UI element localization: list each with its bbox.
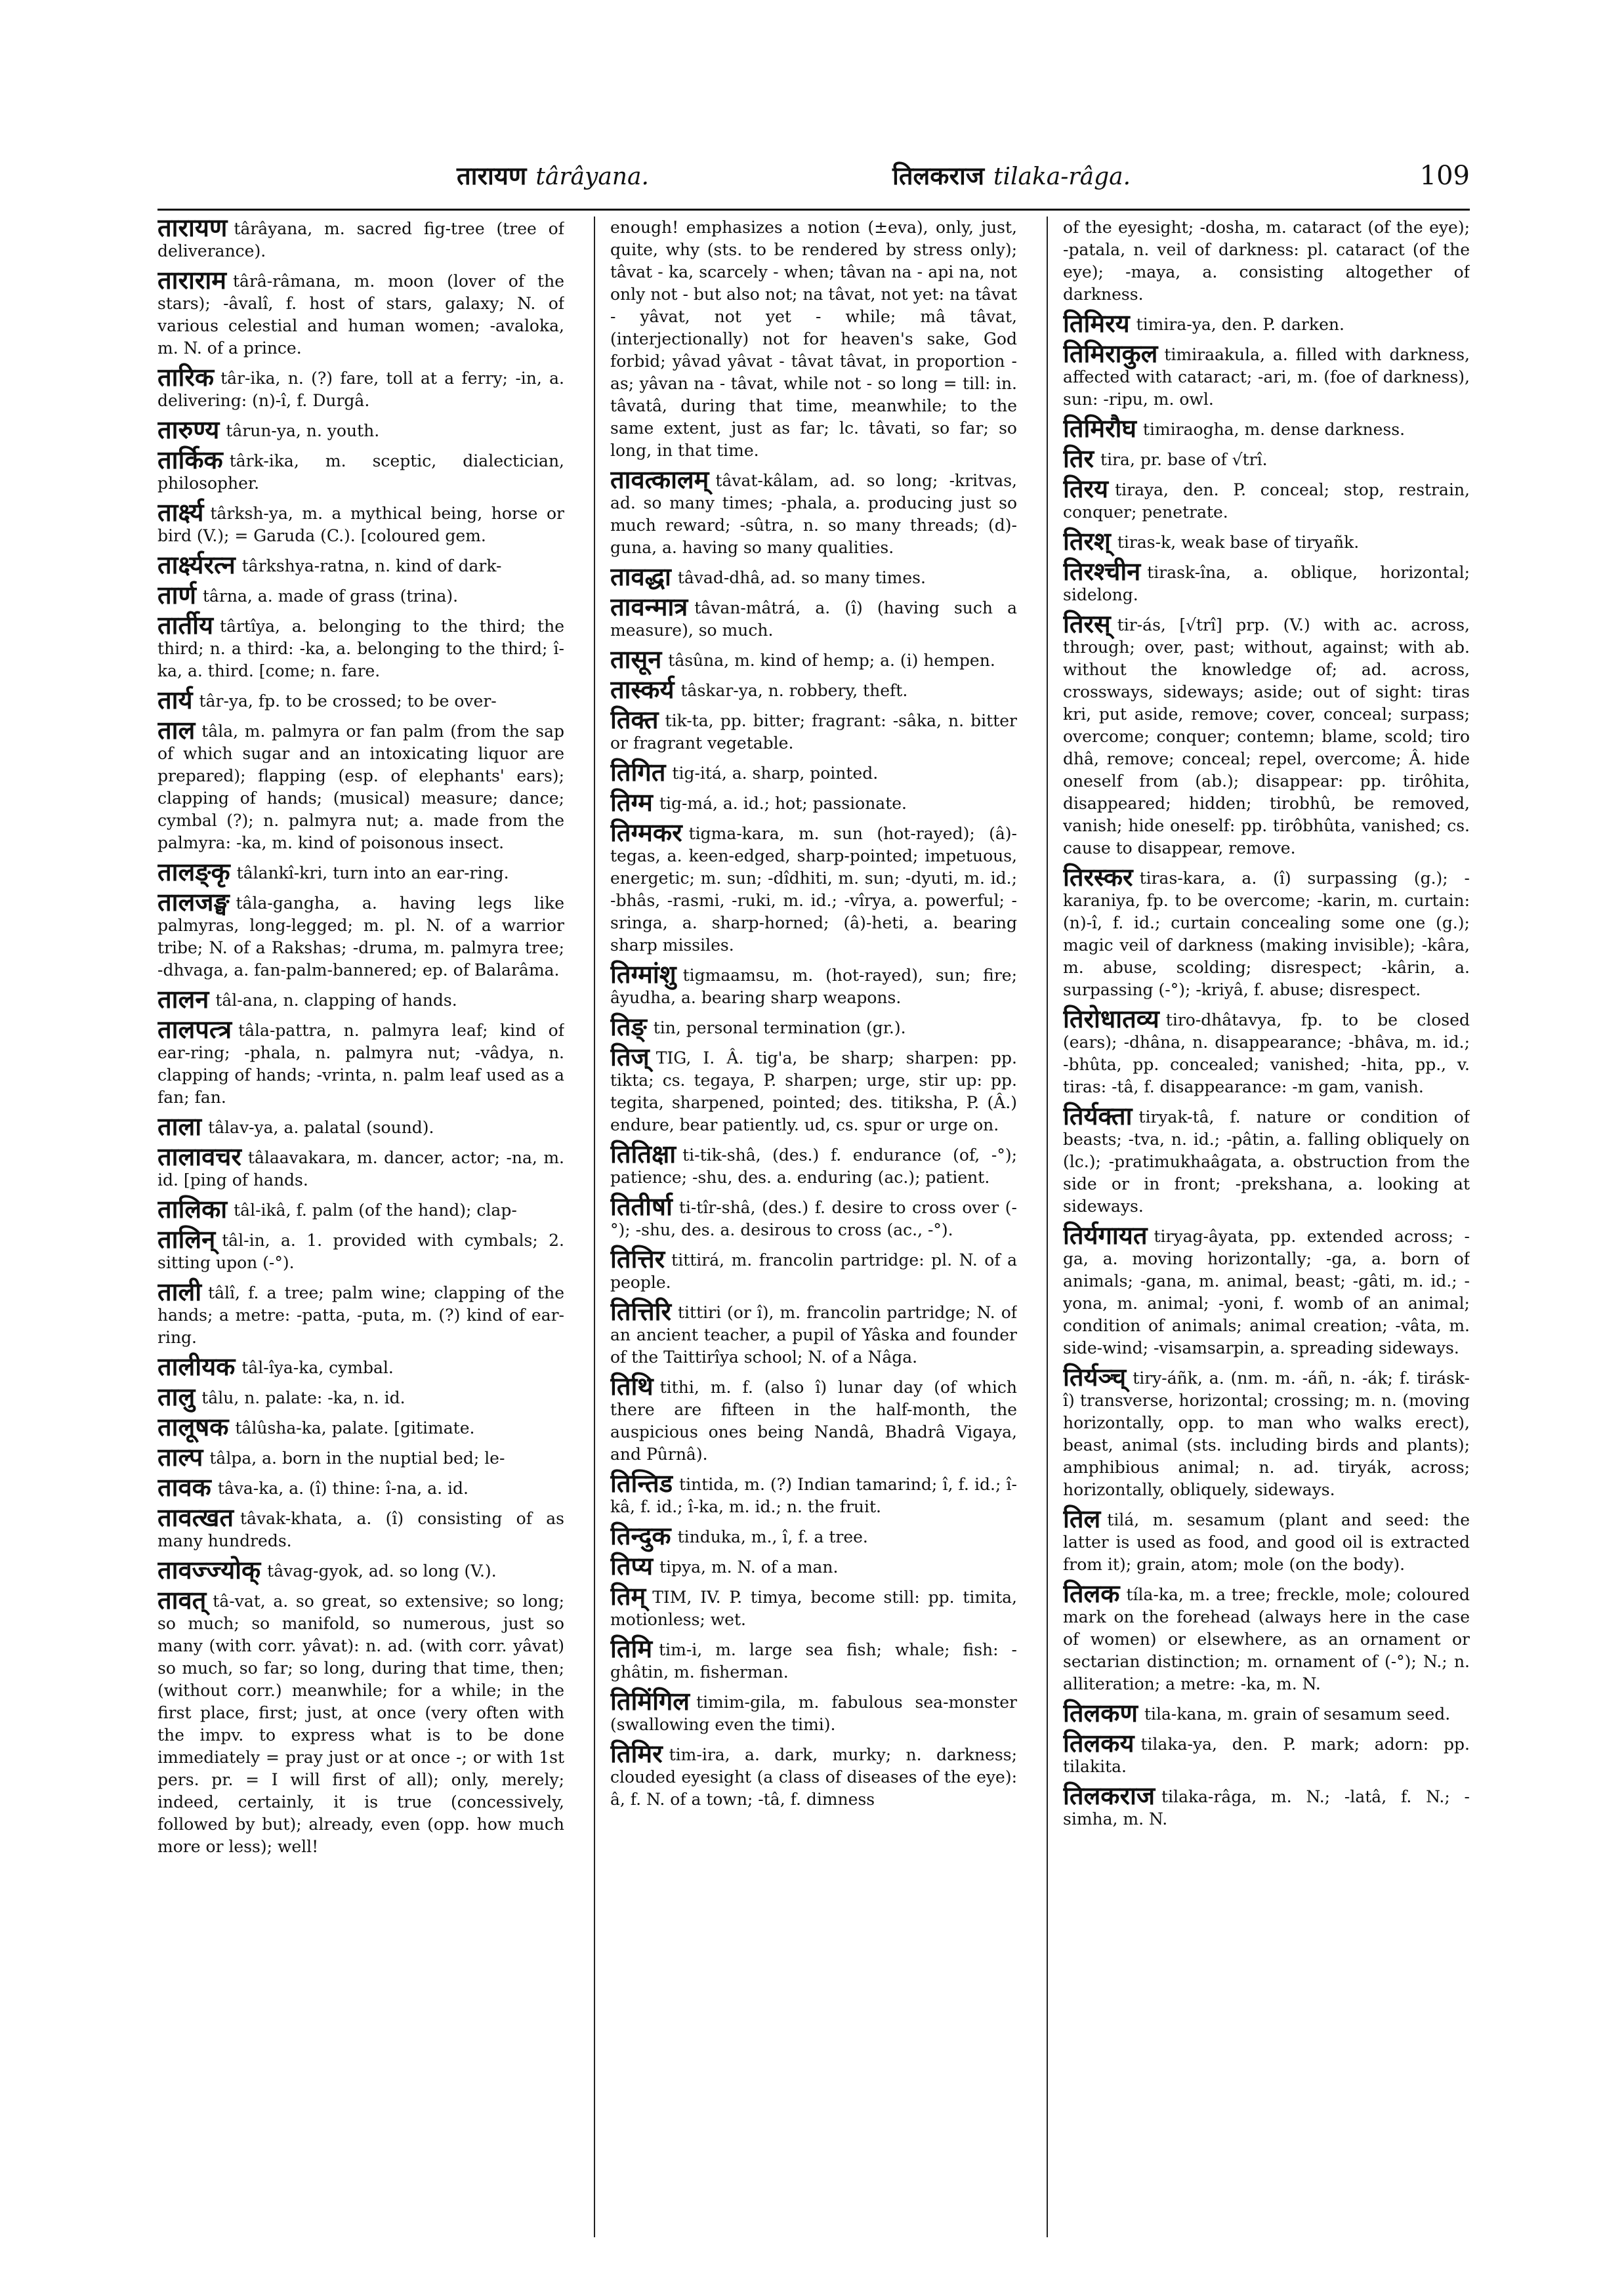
entry-headword: तिरय xyxy=(1063,474,1109,503)
column-divider xyxy=(1047,217,1048,2237)
dictionary-entry xyxy=(1063,1729,1470,1778)
dictionary-entry xyxy=(157,858,564,886)
dictionary-entry xyxy=(157,1556,564,1584)
dictionary-entry xyxy=(157,217,564,262)
dictionary-entry xyxy=(610,1140,1017,1189)
entry-definition: tâl-in, a. 1. provided with cymbals; 2. sitting upon (-°). xyxy=(157,1231,564,1272)
entry-definition: tiras-kara, a. (î) surpassing (g.); -karaniya, fp. to be overcome; -karin, m. curtain: (n)-î, f. id.; curtain concealing some one (g.); magic veil of darkness (making invisible); -kâra, m. abuse, scolding; disrespect; -kârin, a. surpassing (-°); -kriyâ, f. abuse; disrespect. xyxy=(1063,869,1470,999)
entry-headword: तावत्कालम् xyxy=(610,465,709,494)
entry-definition: tâl-îya-ka, cymbal. xyxy=(241,1358,394,1377)
entry-headword: तिम् xyxy=(610,1582,646,1611)
dictionary-entry xyxy=(610,1012,1017,1041)
entry-headword: तारुण्य xyxy=(157,415,220,444)
entry-definition: tiro-dhâtavya, fp. to be closed (ears); -dhâna, n. disappearance; -bhâva, m. id.; -bhûta, pp. concealed; vanished; -hita, pp., v. tiras: -tâ, f. disappearance: -m gam, vanish. xyxy=(1063,1010,1470,1096)
entry-headword: तालन xyxy=(157,985,209,1014)
entry-headword: तिथि xyxy=(610,1372,654,1401)
dictionary-entry xyxy=(1063,474,1470,524)
dictionary-entry xyxy=(1063,1781,1470,1830)
entry-definition: timiraogha, m. dense darkness. xyxy=(1142,420,1405,439)
dictionary-entry xyxy=(157,1382,564,1411)
entry-headword: तावद्धा xyxy=(610,562,671,591)
entry-headword: तिमिंगिल xyxy=(610,1687,690,1716)
dictionary-entry xyxy=(157,1112,564,1141)
entry-definition: tirask-îna, a. oblique, horizontal; sidelong. xyxy=(1063,563,1470,604)
entry-definition: tâva-ka, a. (î) thine: î-na, a. id. xyxy=(217,1479,468,1498)
entry-definition: târna, a. made of grass (trina). xyxy=(202,587,459,606)
entry-definition: tâlu, n. palate: -ka, n. id. xyxy=(201,1388,406,1407)
entry-headword: तिगित xyxy=(610,758,666,787)
entry-headword: ताराराम xyxy=(157,266,226,295)
entry-definition: tir-ás, [√trî] prp. (V.) with ac. across, through; over, past; without, against; with ab. without the knowledge of; ad. across, crossways, sideways; aside; out of sight: tiras kri, put aside, remove; cover, conceal; surpass; overcome; conquer; contemn; blame, scold; tiro dhâ, remove; conceal; repel, overcome; Â. hide oneself from (ab.); disappear: pp. tirôhita, disappeared; hidden; tirobhû, be removed, vanish; hide oneself: pp. tirôbhûta, vanished; cs. cause to disappear, remove. xyxy=(1063,615,1470,858)
entry-headword: तार्ण xyxy=(157,581,196,610)
entry-definition: timim-gila, m. fabulous sea-monster (swallowing even the timi). xyxy=(610,1693,1017,1734)
entry-definition: târ-ya, fp. to be crossed; to be over- xyxy=(199,692,497,711)
entry-definition: târâyana, m. sacred fig-tree (tree of deliverance). xyxy=(157,219,564,260)
entry-definition: TIM, IV. P. timya, become still: pp. timita, motionless; wet. xyxy=(610,1588,1017,1629)
dictionary-entry xyxy=(610,960,1017,1009)
entry-definition: tig-itá, a. sharp, pointed. xyxy=(672,764,879,783)
entry-definition: tâvad-dhâ, ad. so many times. xyxy=(677,568,926,587)
entry-headword: तिमिर xyxy=(610,1739,663,1768)
dictionary-entry xyxy=(157,498,564,547)
entry-headword: तिग्मकर xyxy=(610,818,682,847)
entry-definition: tâla, m. palmyra or fan palm (from the sap of which sugar and an intoxicating liquor are prepared); flapping (esp. of elephants' ears); clapping of hands; (musical) measure; dance; cymbal (?); n. palmyra nut; a. made from the palmyra: -ka, m. kind of poisonous insect. xyxy=(157,722,564,852)
header-center-guideword xyxy=(892,155,1131,198)
entry-definition: tiry-áñk, a. (nm. m. -áñ, n. -ák; f. tirásk-î) transverse, horizontal; crossing; m. n. (moving horizontally, opp. to man who walks erect), beast, animal (sts. including birds and plants); amphibious animal; n. ad. tiryák, across; horizontally, obliquely, sideways. xyxy=(1063,1369,1470,1499)
entry-definition: tâlav-ya, a. palatal (sound). xyxy=(208,1118,434,1137)
column-2 xyxy=(610,217,1017,2237)
dictionary-entry xyxy=(610,1739,1017,1811)
entry-definition: tâlankî-kri, turn into an ear-ring. xyxy=(236,863,509,882)
dictionary-entry xyxy=(157,686,564,714)
dictionary-entry xyxy=(610,1552,1017,1581)
entry-definition: tâlaavakara, m. dancer, actor; -na, m. id. [ping of hands. xyxy=(157,1148,564,1189)
dictionary-entry xyxy=(610,705,1017,755)
dictionary-entry xyxy=(610,465,1017,559)
entry-definition: tithi, m. f. (also î) lunar day (of which there are fifteen in the half-month, the auspicious ones being Nandâ, Bhadrâ Vigaya, and Pûrnâ). xyxy=(610,1378,1017,1464)
entry-headword: तित्तिरि xyxy=(610,1297,671,1326)
entry-headword: तालङ्कृ xyxy=(157,858,230,886)
entry-definition: tiraya, den. P. conceal; stop, restrain, conquer; penetrate. xyxy=(1063,480,1470,522)
entry-headword: तिरस्कर xyxy=(1063,863,1133,892)
dictionary-entry xyxy=(1063,1579,1470,1695)
entry-definition: târk-ika, m. sceptic, dialectician, philosopher. xyxy=(157,451,564,493)
entry-definition: tintida, m. (?) Indian tamarind; î, f. id.; î-kâ, f. id.; î-ka, m. id.; n. the fruit. xyxy=(610,1475,1017,1516)
entry-definition: tittirá, m. francolin partridge: pl. N. of a people. xyxy=(610,1251,1017,1292)
header-center-roman: tilaka-râga. xyxy=(993,163,1131,190)
entry-definition: tigmaamsu, m. (hot-rayed), sun; fire; âyudha, a. bearing sharp weapons. xyxy=(610,966,1017,1007)
entry-definition: tin, personal termination (gr.). xyxy=(653,1018,906,1037)
entry-headword: तावत् xyxy=(157,1586,207,1615)
dictionary-entry xyxy=(610,645,1017,674)
entry-definition: tâlûsha-ka, palate. [gitimate. xyxy=(235,1418,475,1437)
entry-headword: तालपत्त्र xyxy=(157,1015,232,1044)
dictionary-entry xyxy=(157,1195,564,1224)
entry-headword: तालिका xyxy=(157,1195,228,1224)
column-divider xyxy=(594,217,595,2237)
dictionary-entry xyxy=(1063,610,1470,859)
entry-headword: तिरस् xyxy=(1063,610,1111,638)
dictionary-entry xyxy=(157,1473,564,1502)
entry-definition: tâskar-ya, n. robbery, theft. xyxy=(680,681,908,700)
dictionary-entry xyxy=(1063,1504,1470,1576)
dictionary-entry xyxy=(610,1687,1017,1736)
dictionary-entry xyxy=(157,716,564,854)
dictionary-entry xyxy=(1063,1004,1470,1098)
entry-definition: tâvak-khata, a. (î) consisting of as many hundreds. xyxy=(157,1509,564,1550)
entry-headword: तावक xyxy=(157,1473,211,1502)
dictionary-entry xyxy=(610,675,1017,704)
entry-headword: ताल xyxy=(157,716,196,745)
entry-definition: tittiri (or î), m. francolin partridge; N. of an ancient teacher, a pupil of Yâska and founder of the Taittirîya school; N. of a Nâga. xyxy=(610,1303,1017,1367)
entry-headword: तासून xyxy=(610,645,662,674)
header-rule xyxy=(157,209,1470,211)
dictionary-entry xyxy=(157,1413,564,1441)
dictionary-entry xyxy=(610,1634,1017,1684)
entry-definition: tim-i, m. large sea fish; whale; fish: -ghâtin, m. fisherman. xyxy=(610,1640,1017,1682)
entry-definition: tilaka-ya, den. P. mark; adorn: pp. tilakita. xyxy=(1063,1735,1470,1776)
entry-headword: तिक्त xyxy=(610,705,659,734)
entry-headword: तावत्खत xyxy=(157,1503,234,1532)
dictionary-entry xyxy=(1063,444,1470,473)
entry-definition: tâvan-mâtrá, a. (î) (having such a measure), so much. xyxy=(610,598,1017,640)
entry-definition: tik-ta, pp. bitter; fragrant: -sâka, n. bitter or fragrant vegetable. xyxy=(610,711,1017,753)
header-left-roman: târâyana. xyxy=(535,163,649,190)
entry-headword: तार्क्ष्यरत्न xyxy=(157,550,236,579)
header-left-guideword xyxy=(457,155,649,198)
entry-headword: तिलक xyxy=(1063,1579,1120,1608)
entry-definition: tâl-ana, n. clapping of hands. xyxy=(215,991,457,1010)
entry-definition: târksh-ya, m. a mythical being, horse or bird (V.); = Garuda (C.). [coloured gem. xyxy=(157,504,564,545)
entry-headword: तिमिरौघ xyxy=(1063,414,1136,443)
dictionary-entry xyxy=(157,363,564,412)
dictionary-entry xyxy=(1063,1699,1470,1727)
dictionary-entry xyxy=(157,550,564,579)
entry-headword: तिग्मांशु xyxy=(610,960,677,989)
entry-definition: timira-ya, den. P. darken. xyxy=(1136,315,1344,334)
entry-definition: tilá, m. sesamum (plant and seed: the latter is used as food, and good oil is extracted from it); grain, atom; mole (on the body). xyxy=(1063,1510,1470,1574)
entry-definition: ti-tik-shâ, (des.) f. endurance (of, -°); patience; -shu, des. a. enduring (ac.); patient. xyxy=(610,1146,1017,1187)
entry-definition: tiras-k, weak base of tiryañk. xyxy=(1117,533,1360,552)
dictionary-entry xyxy=(1063,339,1470,411)
entry-definition: tiryag-âyata, pp. extended across; -ga, a. moving horizontally; -ga, a. born of animals; -gana, m. animal, beast; -gâti, m. id.; -yona, m. animal; -yoni, f. womb of an animal; condition of animals; animal creation; -vâta, m. side-wind; -visamsarpin, a. spreading sideways. xyxy=(1063,1227,1470,1357)
entry-headword: तालावचर xyxy=(157,1142,241,1171)
dictionary-entry xyxy=(610,818,1017,957)
entry-definition: tâlî, f. a tree; palm wine; clapping of the hands; a metre: -patta, -puta, m. (?) kind of ear-ring. xyxy=(157,1283,564,1347)
entry-headword: तिर्यगायत xyxy=(1063,1221,1148,1250)
entry-definition: tiryak-tâ, f. nature or condition of beasts; -tva, n. id.; -pâtin, a. falling obliquely on (lc.); -pratimukhaâgata, a. obstruction from the side or in front; -prekshana, a. looking at sideways. xyxy=(1063,1107,1470,1216)
dictionary-entry xyxy=(610,1297,1017,1369)
dictionary-entry xyxy=(157,888,564,982)
entry-definition: târkshya-ratna, n. kind of dark- xyxy=(241,556,502,575)
dictionary-entry xyxy=(157,266,564,360)
entry-continuation: enough! emphasizes a notion (±eva), only, just, quite, why (sts. to be rendered by stress only); tâvat - ka, scarcely - when; tâvan na - api na, not only not - but also not; na tâvat, not yet: na tâvat - yâvat, not yet - while; mâ tâvat, (interjectionally) not for heaven's sake, God forbid; yâvad yâvat - tâvat tâvat, in proportion - as; yâvan na - tâvat, while not - so long = till: in. tâvatâ, during that time, meanwhile; to the same extent, just as far; lc. tâvati, so far; so long, in that time. xyxy=(610,218,1017,460)
dictionary-entry xyxy=(610,1192,1017,1241)
entry-headword: तित्तिर xyxy=(610,1245,665,1273)
entry-headword: तिरश् xyxy=(1063,527,1111,556)
dictionary-entry xyxy=(157,611,564,682)
dictionary-entry xyxy=(1063,527,1470,556)
entry-headword: तिरश्चीन xyxy=(1063,557,1141,586)
page-number: 109 xyxy=(1419,161,1470,191)
entry-definition: tâsûna, m. kind of hemp; a. (i) hempen. xyxy=(668,651,995,670)
dictionary-entry xyxy=(1063,1102,1470,1218)
dictionary-entry xyxy=(157,985,564,1014)
entry-headword: तालिन् xyxy=(157,1225,216,1254)
entry-definition: tâvag-gyok, ad. so long (V.). xyxy=(267,1561,497,1581)
entry-definition: tig-má, a. id.; hot; passionate. xyxy=(659,794,907,813)
dictionary-entry xyxy=(1063,557,1470,606)
dictionary-entry xyxy=(1063,1363,1470,1501)
dictionary-entry xyxy=(157,1352,564,1381)
entry-definition: tâvat-kâlam, ad. so long; -kritvas, ad. so many times; -phala, a. producing just so much reward; -sûtra, n. so many threads; (d)-guna, a. having so many qualities. xyxy=(610,471,1017,557)
dictionary-entry xyxy=(1063,1221,1470,1359)
entry-headword: तिलकण xyxy=(1063,1699,1138,1727)
entry-headword: तिमि xyxy=(610,1634,653,1663)
entry-headword: तिर xyxy=(1063,444,1094,473)
entry-headword: तिलकय xyxy=(1063,1729,1135,1758)
entry-definition: tim-ira, a. dark, murky; n. darkness; clouded eyesight (a class of diseases of the eye): â, f. N. of a town; -tâ, f. dimness xyxy=(610,1745,1017,1809)
entry-definition: tilaka-râga, m. N.; -latâ, f. N.; -simha, m. N. xyxy=(1063,1787,1470,1829)
entry-headword: तार्तीय xyxy=(157,611,214,640)
dictionary-entry xyxy=(1063,863,1470,1001)
entry-definition: tila-kana, m. grain of sesamum seed. xyxy=(1144,1705,1451,1724)
dictionary-entry xyxy=(610,1245,1017,1294)
header-center-devanagari: तिलकराज xyxy=(892,161,985,190)
entry-headword: तितिक्षा xyxy=(610,1140,677,1168)
entry-headword: तालु xyxy=(157,1382,196,1411)
entry-headword: तिङ् xyxy=(610,1012,647,1041)
dictionary-entry xyxy=(157,1225,564,1274)
entry-headword: तारायण xyxy=(157,217,228,242)
entry-definition: tâla-gangha, a. having legs like palmyras, long-legged; m. pl. N. of a warrior tribe; N. of a Rakshas; -druma, m. palmyra tree; -dhvaga, a. fan-palm-bannered; ep. of Balarâma. xyxy=(157,894,564,980)
entry-definition: timiraakula, a. filled with darkness, affected with cataract; -ari, m. (foe of darkness), sun: -ripu, m. owl. xyxy=(1063,345,1470,409)
entry-definition: TIG, I. Â. tig'a, be sharp; sharpen: pp. tikta; cs. tegaya, P. sharpen; urge, stir up: pp. tegita, sharpened, pointed; des. titiksha, P. (Â.) endure, bear patiently. ud, cs. spur or urge on. xyxy=(610,1048,1017,1134)
entry-headword: तिल xyxy=(1063,1504,1101,1533)
entry-definition: tâlpa, a. born in the nuptial bed; le- xyxy=(209,1449,505,1468)
dictionary-entry xyxy=(610,592,1017,642)
entry-headword: तालीयक xyxy=(157,1352,236,1381)
entry-definition: târâ-râmana, m. moon (lover of the stars); -âvalî, f. host of stars, galaxy; N. of various celestial and human women; -avaloka, m. N. of a prince. xyxy=(157,272,564,358)
dictionary-entry xyxy=(1063,309,1470,338)
entry-headword: तिर्यञ्च् xyxy=(1063,1363,1127,1392)
dictionary-entry xyxy=(157,1503,564,1552)
column-3 xyxy=(1063,217,1470,2237)
dictionary-entry xyxy=(610,562,1017,591)
entry-headword: तिरोधातव्य xyxy=(1063,1004,1159,1033)
dictionary-entry xyxy=(610,1372,1017,1466)
entry-headword: तिर्यक्ता xyxy=(1063,1102,1133,1130)
running-header xyxy=(157,155,1470,197)
entry-headword: तिन्दुक xyxy=(610,1521,671,1550)
entry-definition: târun-ya, n. youth. xyxy=(226,421,380,440)
entry-headword: तावज्ज्योक् xyxy=(157,1556,261,1584)
dictionary-entry xyxy=(157,1015,564,1109)
entry-definition: tíla-ka, m. a tree; freckle, mole; coloured mark on the forehead (always here in the case of women) or elsewhere, as an ornament or sectarian distinction; m. ornament of (-°); N.; n. alliteration; a metre: -ka, m. N. xyxy=(1063,1585,1470,1693)
entry-headword: तार्य xyxy=(157,686,193,714)
entry-headword: तार्किक xyxy=(157,445,223,474)
entry-definition: tira, pr. base of √trî. xyxy=(1100,450,1268,469)
entry-headword: तास्कर्य xyxy=(610,675,675,704)
entry-headword: तालजङ्घ xyxy=(157,888,230,917)
entry-headword: तिप्य xyxy=(610,1552,653,1581)
entry-headword: तिग्म xyxy=(610,788,653,817)
entry-headword: तार्क्ष्य xyxy=(157,498,204,527)
entry-headword: तिलकराज xyxy=(1063,1781,1156,1810)
entry-definition: târ-ika, n. (?) fare, toll at a ferry; -in, a. delivering: (n)-î, f. Durgâ. xyxy=(157,369,564,410)
header-left-devanagari: तारायण xyxy=(457,161,527,190)
dictionary-entry xyxy=(610,758,1017,787)
entry-continuation: of the eyesight; -dosha, m. cataract (of the eye); -patala, n. veil of darkness: pl. cataract (of the eye); -maya, a. consisting altogether of darkness. xyxy=(1063,218,1470,304)
entry-definition: tâ-vat, a. so great, so extensive; so long; so much; so manifold, so numerous, just so many (with corr. yâvat): n. ad. (with corr. yâvat) so much, so far; so long, during that time, then; (without corr.) meanwhile; for a while; in the first place, first; just, at once (very often with the impv. to express what is to be done immediately = pray just or at once -; or with 1st pers. pr. = I will first of all); only, merely; indeed, certainly, it is true (concessively, followed by but); already, even (opp. how much more or less); well! xyxy=(157,1592,564,1856)
entry-headword: ताला xyxy=(157,1112,202,1141)
entry-definition: tigma-kara, m. sun (hot-rayed); (â)-tegas, a. keen-edged, sharp-pointed; impetuous, energetic; m. sun; -dîdhiti, m. sun; -dyuti, m. id.; -bhâs, -rasmi, -ruki, m. id.; -vîrya, a. powerful; -sringa, a. sharp-horned; (â)-heti, a. bearing sharp missiles. xyxy=(610,824,1017,955)
dictionary-entry xyxy=(157,1586,564,1858)
entry-headword: तिमिराकुल xyxy=(1063,339,1158,368)
dictionary-entry xyxy=(610,1521,1017,1550)
entry-definition: tipya, m. N. of a man. xyxy=(659,1558,839,1577)
entry-headword: तारिक xyxy=(157,363,215,392)
entry-definition: ti-tîr-shâ, (des.) f. desire to cross over (-°); -shu, des. a. desirous to cross (ac., -°). xyxy=(610,1198,1017,1239)
dictionary-entry xyxy=(157,581,564,610)
dictionary-entry xyxy=(610,1043,1017,1136)
dictionary-entry xyxy=(157,1277,564,1349)
dictionary-entry xyxy=(610,788,1017,817)
dictionary-entry xyxy=(157,1443,564,1472)
dictionary-entry xyxy=(157,415,564,444)
dictionary-entry xyxy=(610,1469,1017,1518)
column-1 xyxy=(157,217,564,2237)
entry-definition: tâl-ikâ, f. palm (of the hand); clap- xyxy=(234,1201,517,1220)
entry-definition: tâla-pattra, n. palmyra leaf; kind of ear-ring; -phala, n. palmyra nut; -vâdya, n. clapping of hands; -vrinta, n. palm leaf used as a fan; fan. xyxy=(157,1021,564,1107)
entry-headword: तिमिरय xyxy=(1063,309,1130,338)
entry-headword: तालूषक xyxy=(157,1413,229,1441)
entry-headword: तावन्मात्र xyxy=(610,592,688,621)
entry-headword: ताल्प xyxy=(157,1443,203,1472)
dictionary-entry xyxy=(157,445,564,495)
entry-headword: तिन्तिड xyxy=(610,1469,673,1498)
dictionary-entry xyxy=(1063,414,1470,443)
dictionary-entry xyxy=(610,1582,1017,1631)
dictionary-entry xyxy=(157,1142,564,1191)
entry-definition: tinduka, m., î, f. a tree. xyxy=(677,1527,868,1546)
entry-headword: तितीर्षा xyxy=(610,1192,673,1221)
entry-headword: तिज् xyxy=(610,1043,650,1071)
entry-definition: târtîya, a. belonging to the third; the third; n. a third: -ka, a. belonging to the third; î-ka, a. third. [come; n. fare. xyxy=(157,617,564,680)
entry-headword: ताली xyxy=(157,1277,202,1306)
